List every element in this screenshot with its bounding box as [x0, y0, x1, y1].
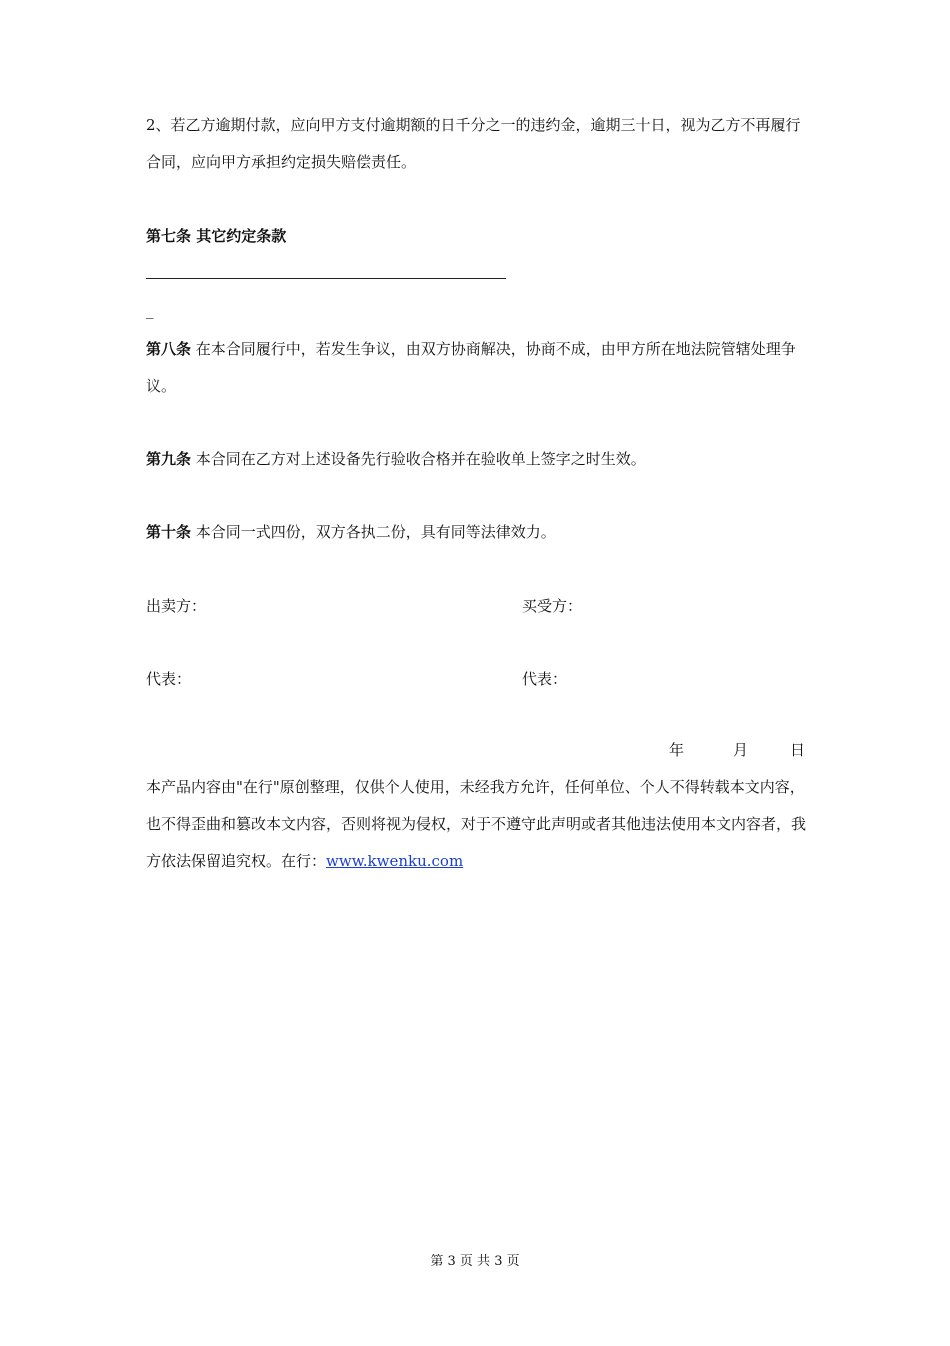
date-month: 月 [733, 741, 749, 759]
clause-9-text: 本合同在乙方对上述设备先行验收合格并在验收单上签字之时生效。 [195, 450, 646, 468]
seller-label: 出卖方： [146, 597, 207, 615]
date-day: 日 [790, 741, 806, 759]
buyer-representative-label: 代表： [522, 670, 568, 688]
copyright-notice [146, 769, 806, 880]
clause-8-text: 在本合同履行中，若发生争议，由双方协商解决，协商不成，由甲方所在地法院管辖处理争议。 [146, 340, 796, 395]
clause-9 [146, 441, 806, 478]
clause-8 [146, 331, 806, 405]
clause-6-item-2-text: 2、若乙方逾期付款，应向甲方支付逾期额的日千分之一的违约金，逾期三十日，视为乙方不再履行合同，应向甲方承担约定损失赔偿责任。 [146, 116, 801, 171]
fill-in-line [146, 278, 506, 279]
clause-8-label: 第八条 [146, 340, 192, 358]
clause-6-item-2 [146, 107, 806, 181]
date-year: 年 [669, 741, 685, 759]
page-number-footer: 第 3 页 共 3 页 [430, 1254, 520, 1269]
clause-10-text: 本合同一式四份，双方各执二份，具有同等法律效力。 [195, 523, 556, 541]
clause-7-heading: 第七条 其它约定条款 [146, 227, 287, 245]
clause-7-dash: _ [146, 301, 154, 319]
copyright-notice-text: 本产品内容由"在行"原创整理，仅供个人使用，未经我方允许，任何单位、个人不得转载本文内容，也不得歪曲和篡改本文内容，否则将视为侵权，对于不遵守此声明或者其他违法使用本文内容者，我方依法保留追究权。在行： [146, 778, 807, 870]
clause-10-label: 第十条 [146, 523, 192, 541]
seller-representative-label: 代表： [146, 670, 192, 688]
website-link[interactable]: www.kwenku.com [326, 852, 464, 870]
clause-9-label: 第九条 [146, 450, 192, 468]
clause-10 [146, 514, 806, 551]
buyer-label: 买受方： [522, 597, 583, 615]
